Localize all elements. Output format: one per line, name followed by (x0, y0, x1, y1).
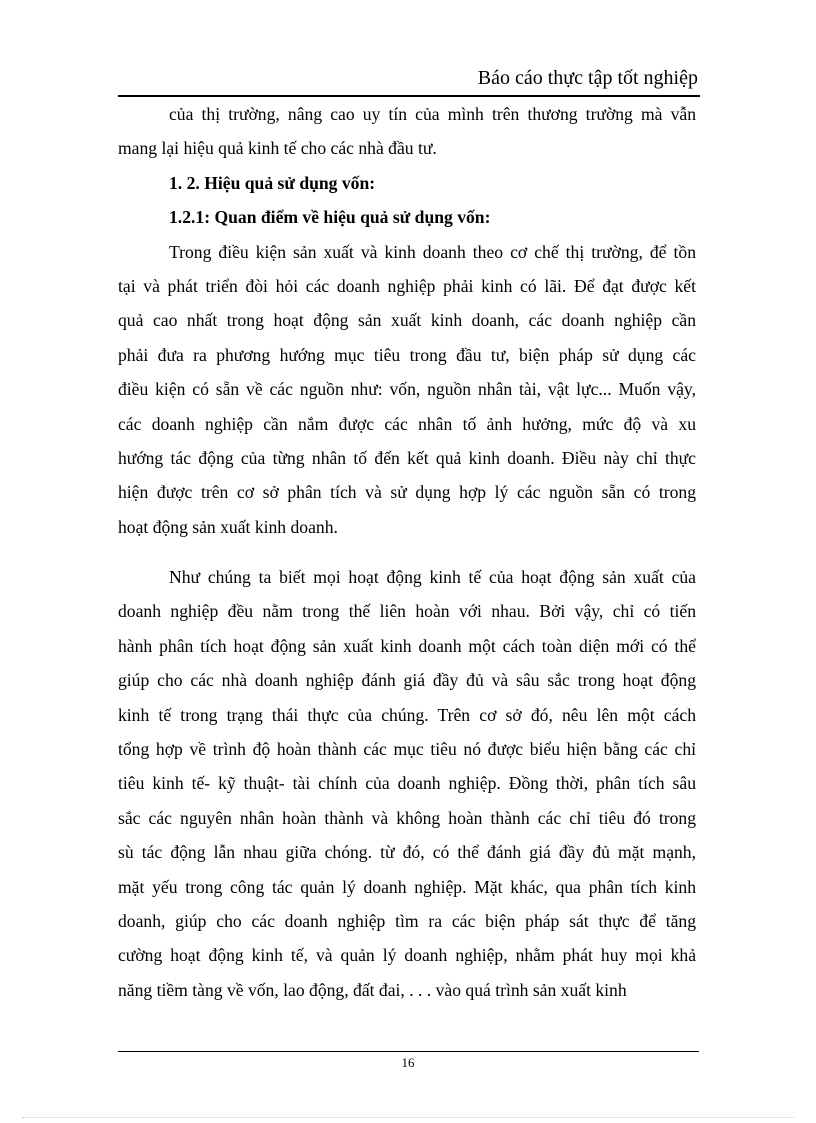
paragraph-line: quả cao nhất trong hoạt động sản xuất kinh doanh, các doanh nghiệp cần (118, 310, 696, 331)
page-number: 16 (401, 1055, 415, 1070)
paragraph-line: các doanh nghiệp cần nắm được các nhân tố ảnh hưởng, mức độ và xu (118, 413, 696, 434)
paragraph-line: sắc các nguyên nhân hoàn thành và không hoàn thành các chỉ tiêu đó trong (118, 807, 696, 828)
header-title: Báo cáo thực tập tốt nghiệp (477, 67, 698, 89)
body-text (118, 97, 696, 1007)
paragraph-line: điều kiện có sẵn về các nguồn như: vốn, nguồn nhân tài, vật lực... Muốn vậy, (118, 379, 696, 400)
paragraph-line: hiện được trên cơ sở phân tích và sử dụng hợp lý các nguồn sẵn có trong (118, 482, 696, 503)
paragraph-line: doanh nghiệp đều nằm trong thế liên hoàn với nhau. Bởi vậy, chỉ có tiến (118, 601, 696, 622)
paragraph-line: tổng hợp về trình độ hoàn thành các mục tiêu nó được biểu hiện bằng các chỉ (118, 739, 696, 760)
footer-divider (118, 1051, 699, 1052)
paragraph-line: doanh, giúp cho các doanh nghiệp tìm ra các biện pháp sát thực để tăng (118, 910, 696, 931)
paragraph-line: của thị trường, nâng cao uy tín của mình trên thương trường mà vẫn (169, 104, 696, 124)
paragraph-line: tiêu kinh tế- kỹ thuật- tài chính của doanh nghiệp. Đồng thời, phân tích sâu (118, 773, 696, 794)
paragraph-line: sù tác động lẫn nhau giữa chóng. từ đó, có thể đánh giá đầy đủ mặt mạnh, (118, 842, 696, 863)
paragraph-line: mặt yếu trong công tác quản lý doanh nghiệp. Mặt khác, qua phân tích kinh (118, 876, 696, 897)
subsection-heading: 1.2.1: Quan điểm về hiệu quả sử dụng vốn: (169, 207, 491, 228)
page-bottom-border (22, 1117, 794, 1118)
section-heading: 1. 2. Hiệu quả sử dụng vốn: (169, 172, 376, 193)
paragraph-line: Như chúng ta biết mọi hoạt động kinh tế của hoạt động sản xuất của (169, 567, 696, 588)
paragraph-line: Trong điều kiện sản xuất và kinh doanh theo cơ chế thị trường, để tồn (169, 241, 696, 262)
paragraph-line: mang lại hiệu quả kinh tế cho các nhà đầu tư. (118, 138, 437, 159)
paragraph-line: năng tiềm tàng về vốn, lao động, đất đai, . . . vào quá trình sản xuất kinh (118, 979, 627, 1000)
paragraph-line: giúp cho các nhà doanh nghiệp đánh giá đầy đủ và sâu sắc trong hoạt động (118, 670, 696, 691)
paragraph-line: hoạt động sản xuất kinh doanh. (118, 516, 338, 537)
paragraph-line: cường hoạt động kinh tế, và quản lý doanh nghiệp, nhằm phát huy mọi khả (118, 945, 696, 966)
paragraph-line: tại và phát triển đòi hỏi các doanh nghiệp phải kinh có lãi. Để đạt được kết (118, 275, 696, 296)
paragraph-line: hành phân tích hoạt động sản xuất kinh doanh một cách toàn diện mới có thể (118, 635, 696, 656)
paragraph-gap (118, 544, 696, 560)
paragraph-line: hướng tác động của từng nhân tố đến kết quả kinh doanh. Điều này chỉ thực (118, 447, 696, 468)
paragraph-line: phải đưa ra phương hướng mục tiêu trong đầu tư, biện pháp sử dụng các (118, 344, 696, 365)
paragraph-line: kinh tế trong trạng thái thực của chúng. Trên cơ sở đó, nêu lên một cách (118, 704, 696, 725)
